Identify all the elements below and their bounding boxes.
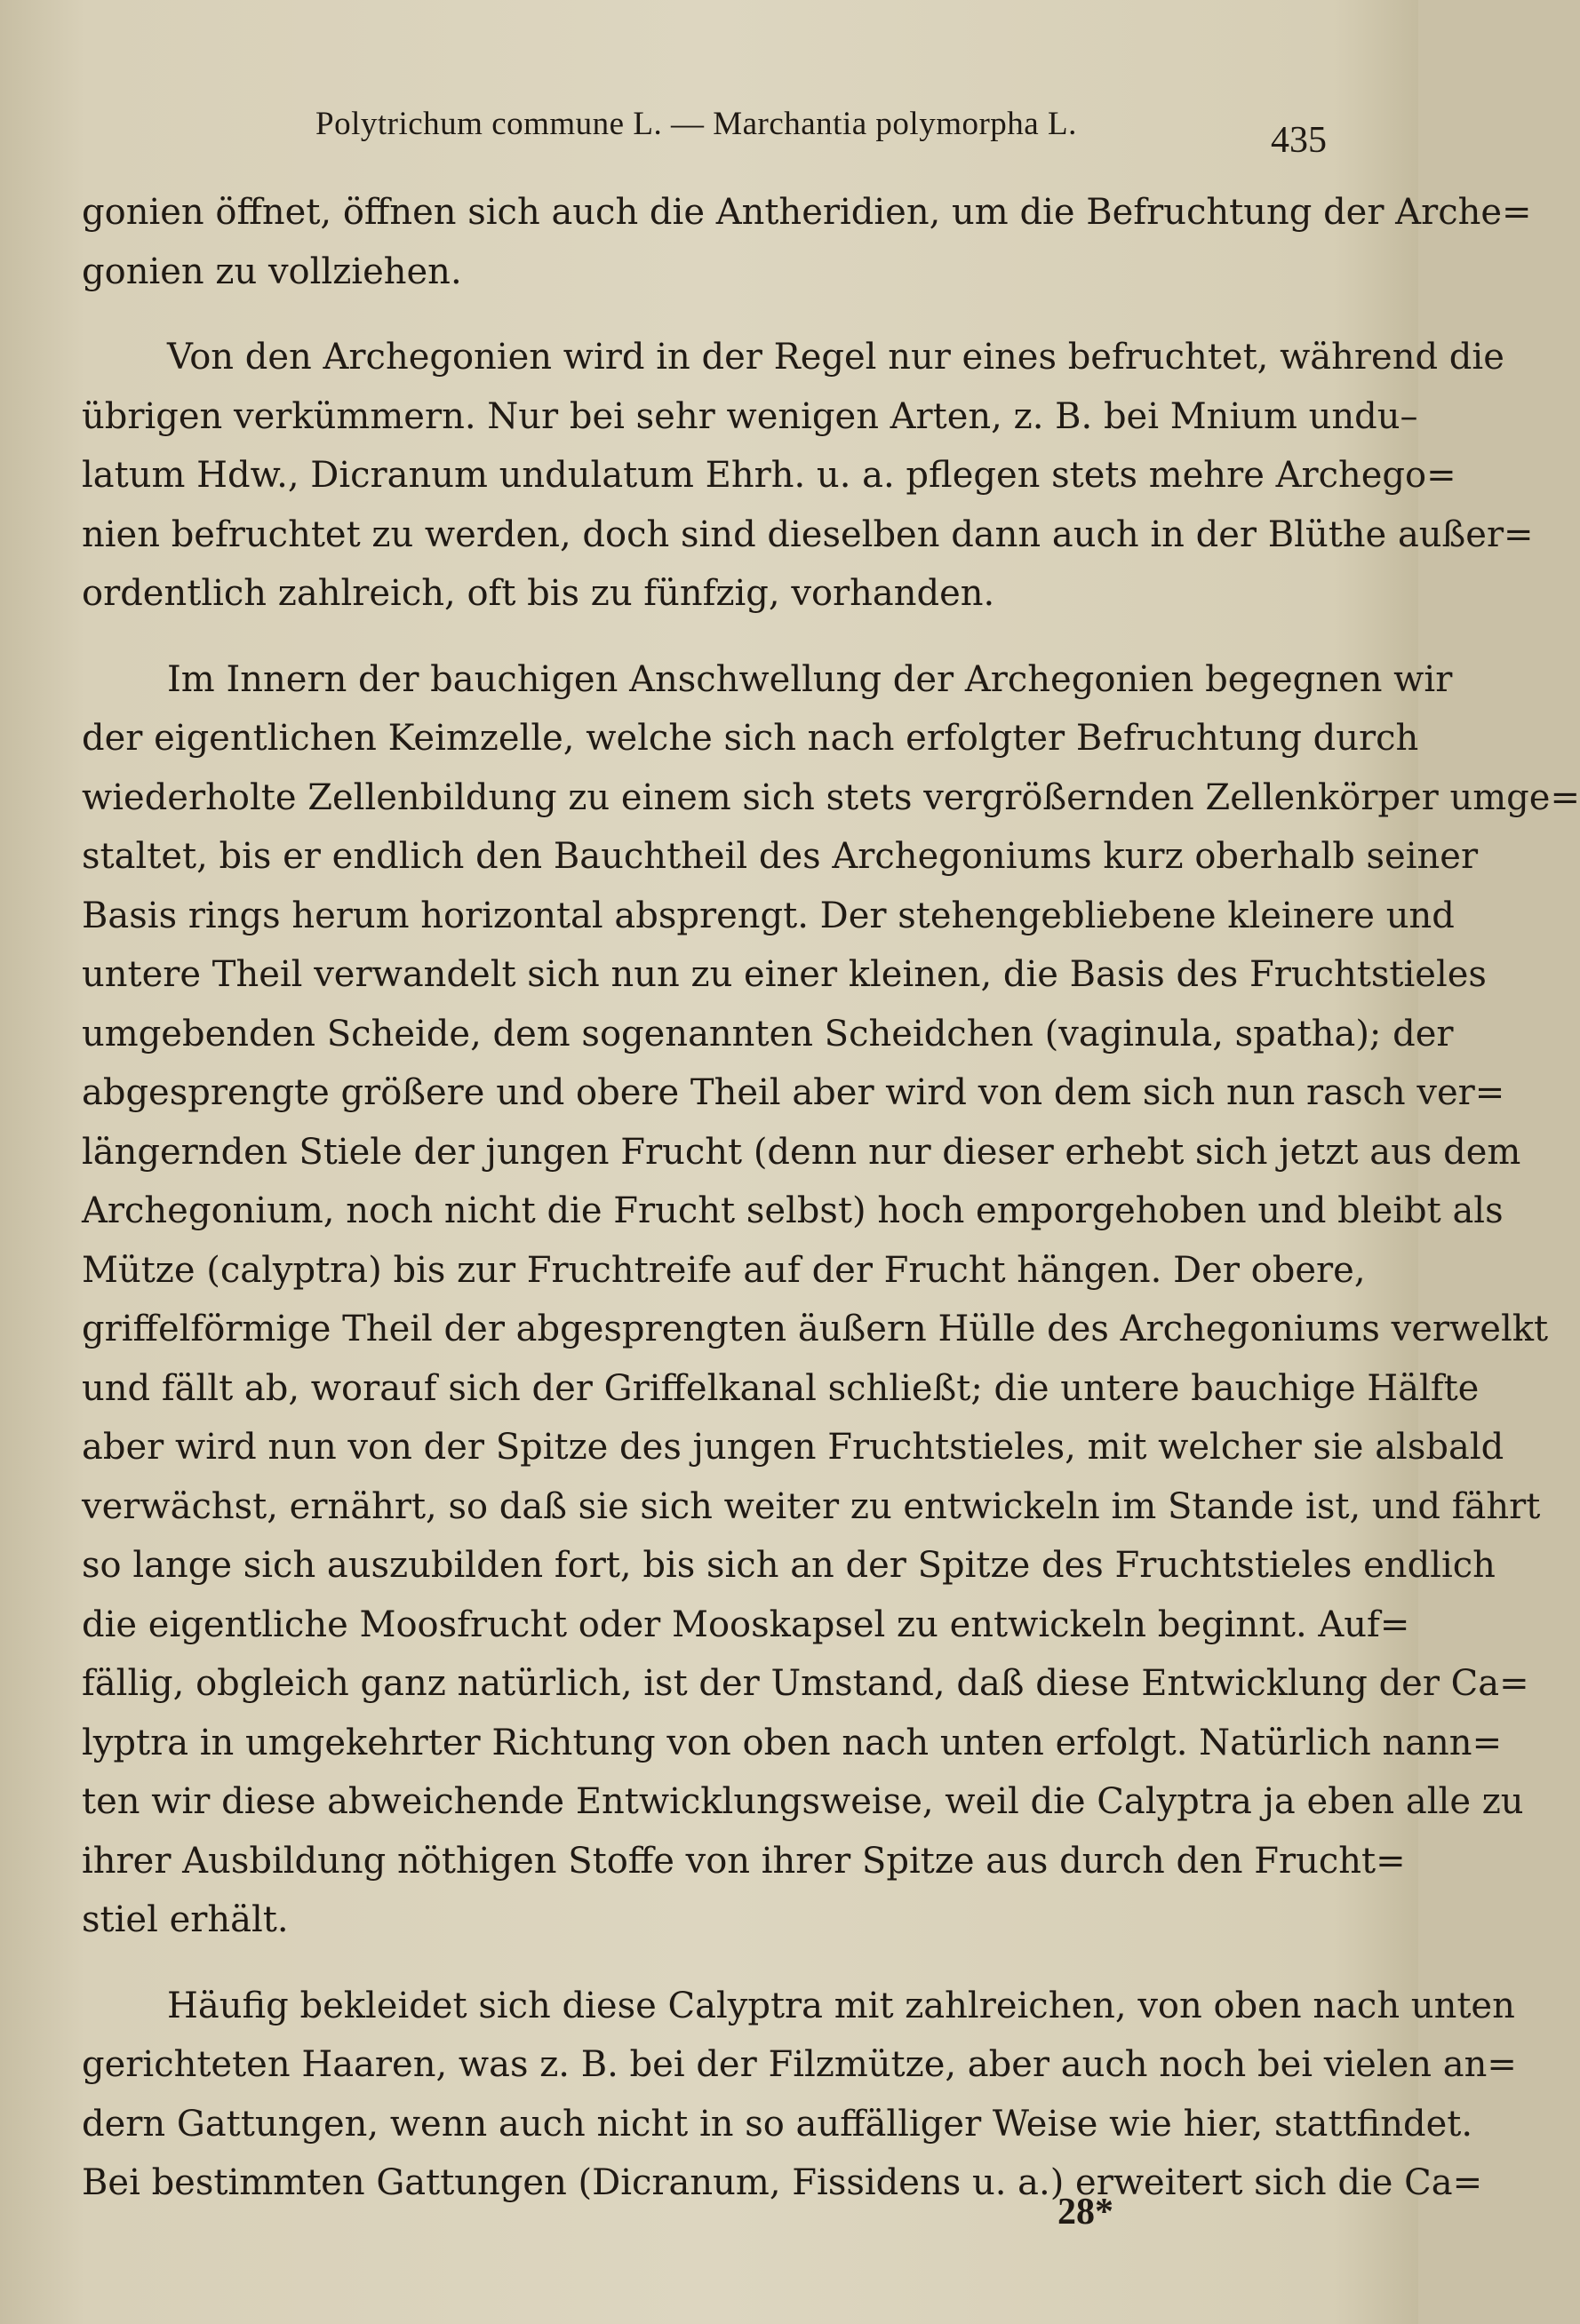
text-line: lyptra in umgekehrter Richtung von oben nach unten erfolgt. Natürlich nann=: [82, 1722, 1503, 1763]
text-line: stiel erhält.: [82, 1899, 289, 1940]
text-line: längernden Stiele der jungen Frucht (denn nur dieser erhebt sich jetzt aus dem: [82, 1131, 1521, 1173]
signature-mark: 28*: [1057, 2192, 1113, 2232]
text-line: aber wird nun von der Spitze des jungen Fruchtstieles, mit welcher sie alsbald: [82, 1427, 1504, 1468]
text-line: Häufig bekleidet sich diese Calyptra mit zahlreichen, von oben nach unten: [167, 1985, 1515, 2026]
body-text: [82, 183, 1580, 2213]
text-line: wiederholte Zellenbildung zu einem sich stets vergrößernden Zellenkörper umge=: [82, 776, 1580, 818]
text-line: Basis rings herum horizontal absprengt. Der stehengebliebene kleinere und: [82, 895, 1455, 936]
text-line: Mütze (calyptra) bis zur Fruchtreife auf der Frucht hängen. Der obere,: [82, 1249, 1366, 1291]
text-line: Im Innern der bauchigen Anschwellung der Archegonien begegnen wir: [167, 658, 1453, 700]
text-line: ordentlich zahlreich, oft bis zu fünfzig, vorhanden.: [82, 573, 995, 614]
text-line: ihrer Ausbildung nöthigen Stoffe von ihrer Spitze aus durch den Frucht=: [82, 1840, 1406, 1882]
text-line: Bei bestimmten Gattungen (Dicranum, Fissidens u. a.) erweitert sich die Ca=: [82, 2162, 1483, 2203]
text-line: der eigentlichen Keimzelle, welche sich nach erfolgter Befruchtung durch: [82, 718, 1419, 759]
text-line: griffelförmige Theil der abgesprengten äußern Hülle des Archegoniums verwelkt: [82, 1309, 1549, 1349]
text-line: verwächst, ernährt, so daß sie sich weiter zu entwickeln im Stande ist, und fährt: [82, 1485, 1541, 1527]
text-line: die eigentliche Moosfrucht oder Mooskapsel zu entwickeln beginnt. Auf=: [82, 1604, 1410, 1645]
page-number: 435: [1271, 120, 1327, 161]
text-line: gerichteten Haaren, was z. B. bei der Filzmütze, aber auch noch bei vielen an=: [82, 2044, 1517, 2085]
text-line: gonien öffnet, öffnen sich auch die Antheridien, um die Befruchtung der Arche=: [82, 192, 1532, 233]
text-line: fällig, obgleich ganz natürlich, ist der Umstand, daß diese Entwicklung der Ca=: [82, 1663, 1529, 1704]
text-line: latum Hdw., Dicranum undulatum Ehrh. u. a. pflegen stets mehre Archego=: [82, 455, 1456, 496]
text-line: abgesprengte größere und obere Theil aber wird von dem sich nun rasch ver=: [82, 1072, 1505, 1113]
text-line: dern Gattungen, wenn auch nicht in so auffälliger Weise wie hier, stattfindet.: [82, 2103, 1473, 2145]
text-line: umgebenden Scheide, dem sogenannten Scheidchen (vaginula, spatha); der: [82, 1013, 1454, 1055]
text-line: nien befruchtet zu werden, doch sind dieselben dann auch in der Blüthe außer=: [82, 513, 1534, 555]
text-line: und fällt ab, worauf sich der Griffelkanal schließt; die untere bauchige Hälfte: [82, 1367, 1480, 1409]
text-line: gonien zu vollziehen.: [82, 251, 462, 292]
text-line: Archegonium, noch nicht die Frucht selbst) hoch emporgehoben und bleibt als: [82, 1190, 1504, 1231]
text-line: staltet, bis er endlich den Bauchtheil des Archegoniums kurz oberhalb seiner: [82, 836, 1479, 877]
running-head: Polytrichum commune L. — Marchantia polymorpha L.: [315, 106, 1077, 142]
text-line: untere Theil verwandelt sich nun zu einer kleinen, die Basis des Fruchtstieles: [82, 954, 1487, 995]
text-line: ten wir diese abweichende Entwicklungsweise, weil die Calyptra ja eben alle zu: [82, 1781, 1524, 1822]
text-line: übrigen verkümmern. Nur bei sehr wenigen Arten, z. B. bei Mnium undu–: [82, 395, 1418, 437]
text-line: Von den Archegonien wird in der Regel nur eines befruchtet, während die: [167, 337, 1504, 378]
text-line: so lange sich auszubilden fort, bis sich an der Spitze des Fruchtstieles endlich: [82, 1545, 1496, 1586]
